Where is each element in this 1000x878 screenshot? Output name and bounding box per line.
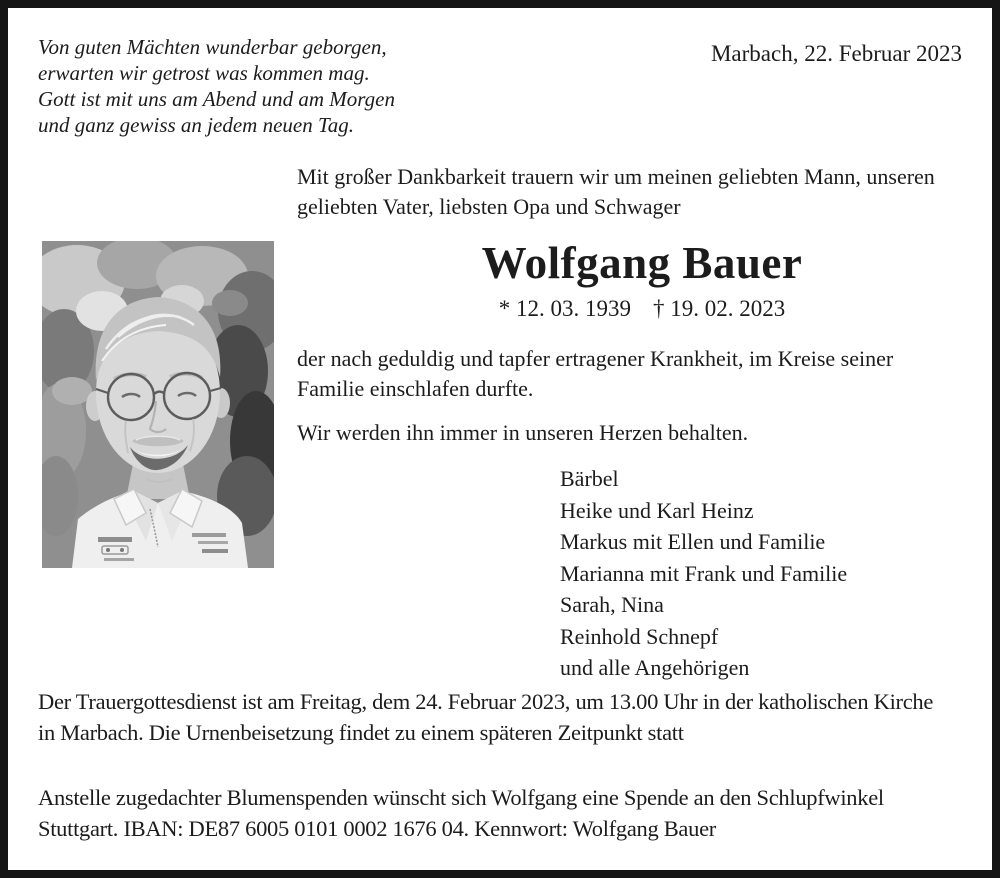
intro-paragraph: Mit großer Dankbarkeit trauern wir um meinen geliebten Mann, unseren geliebten Vater, liebsten Opa und Schwager [297,164,935,219]
mourner: und alle Angehörigen [560,655,750,680]
donation-info-paragraph: Anstelle zugedachter Blumenspenden wünscht sich Wolfgang eine Spende an den Schlupfwinkel Stuttgart. IBAN: DE87 6005 0101 0002 1676 04. Kennwort: Wolfgang Bauer [38,785,884,841]
death-date: † 19. 02. 2023 [653,296,786,321]
illness-paragraph: der nach geduldig und tapfer ertragener Krankheit, im Kreise seiner Familie einschlafen durfte. [297,346,894,401]
mourner: Bärbel [560,466,619,491]
memorial-verse [38,34,395,138]
place-and-date: Marbach, 22. Februar 2023 [710,41,962,66]
mourner: Heike und Karl Heinz [560,497,754,523]
mourners-list [560,463,847,684]
mourner: Marianna mit Frank und Familie [560,560,848,586]
verse-line: erwarten wir getrost was kommen mag. [38,61,370,85]
service-info-paragraph: Der Trauergottesdienst ist am Freitag, dem 24. Februar 2023, um 13.00 Uhr in der katholischen Kirche in Marbach. Die Urnenbeisetzung findet zu einem späteren Zeitpunkt statt [38,689,934,745]
portrait-photo-image [42,241,274,568]
main-text-column [297,162,987,448]
verse-line: Von guten Mächten wunderbar geborgen, [38,35,387,59]
deceased-name: Wolfgang Bauer [481,238,803,288]
mourner: Markus mit Ellen und Familie [560,529,826,554]
mourner: Reinhold Schnepf [560,623,719,649]
life-dates [297,296,987,322]
birth-date: * 12. 03. 1939 [498,296,631,321]
remembrance-paragraph: Wir werden ihn immer in unseren Herzen behalten. [297,420,749,445]
portrait-photo [42,241,274,568]
verse-line: Gott ist mit uns am Abend und am Morgen [38,87,395,111]
mourner: Sarah, Nina [560,592,664,617]
verse-line: und ganz gewiss an jedem neuen Tag. [38,113,354,137]
